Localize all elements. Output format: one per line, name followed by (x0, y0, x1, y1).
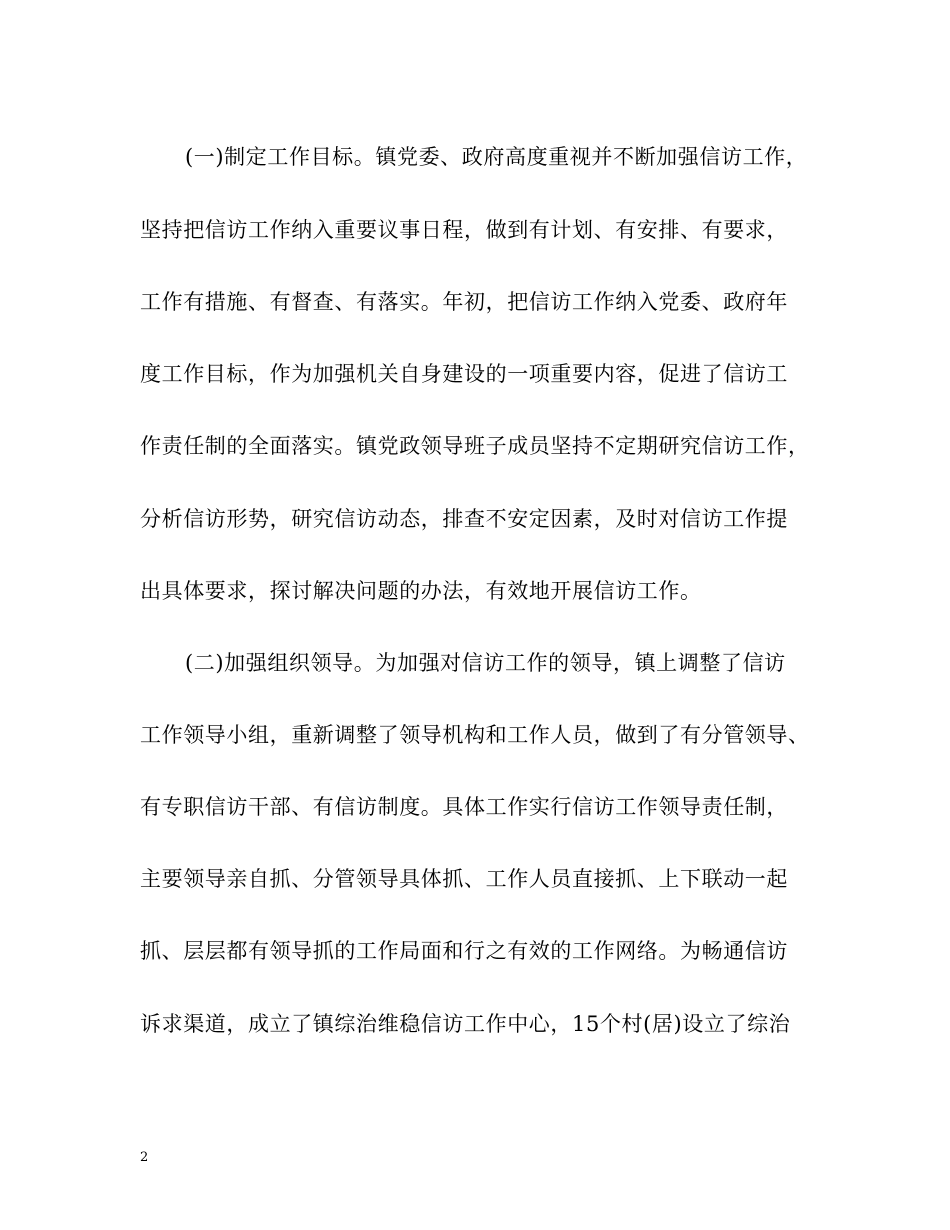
paragraph-1-line-2: 坚持把信访工作纳入重要议事日程，做到有计划、有安排、有要求， (140, 218, 788, 242)
paragraph-1-line-1: (一)制定工作目标。镇党委、政府高度重视并不断加强信访工作， (185, 145, 808, 169)
paragraph-2-line-6: 诉求渠道，成立了镇综治维稳信访工作中心，15个村(居)设立了综治 (140, 1012, 791, 1036)
paragraph-2-line-2: 工作领导小组，重新调整了领导机构和工作人员，做到了有分管领导、 (140, 723, 810, 747)
paragraph-1-line-4: 度工作目标，作为加强机关自身建设的一项重要内容，促进了信访工 (140, 362, 788, 386)
paragraph-1-line-6: 分析信访形势，研究信访动态，排查不安定因素，及时对信访工作提 (140, 507, 788, 531)
paragraph-1-line-3: 工作有措施、有督查、有落实。年初，把信访工作纳入党委、政府年 (140, 290, 788, 314)
paragraph-2-line-4: 主要领导亲自抓、分管领导具体抓、工作人员直接抓、上下联动一起 (140, 867, 788, 891)
paragraph-2-line-3: 有专职信访干部、有信访制度。具体工作实行信访工作领导责任制， (140, 795, 788, 819)
paragraph-2-line-5: 抓、层层都有领导抓的工作局面和行之有效的工作网络。为畅通信访 (140, 939, 788, 963)
paragraph-1-line-7: 出具体要求，探讨解决问题的办法，有效地开展信访工作。 (140, 579, 702, 603)
page-number: 2 (140, 1150, 149, 1165)
paragraph-1-line-5: 作责任制的全面落实。镇党政领导班子成员坚持不定期研究信访工作， (140, 434, 810, 458)
paragraph-2-line-1: (二)加强组织领导。为加强对信访工作的领导，镇上调整了信访 (185, 651, 786, 675)
